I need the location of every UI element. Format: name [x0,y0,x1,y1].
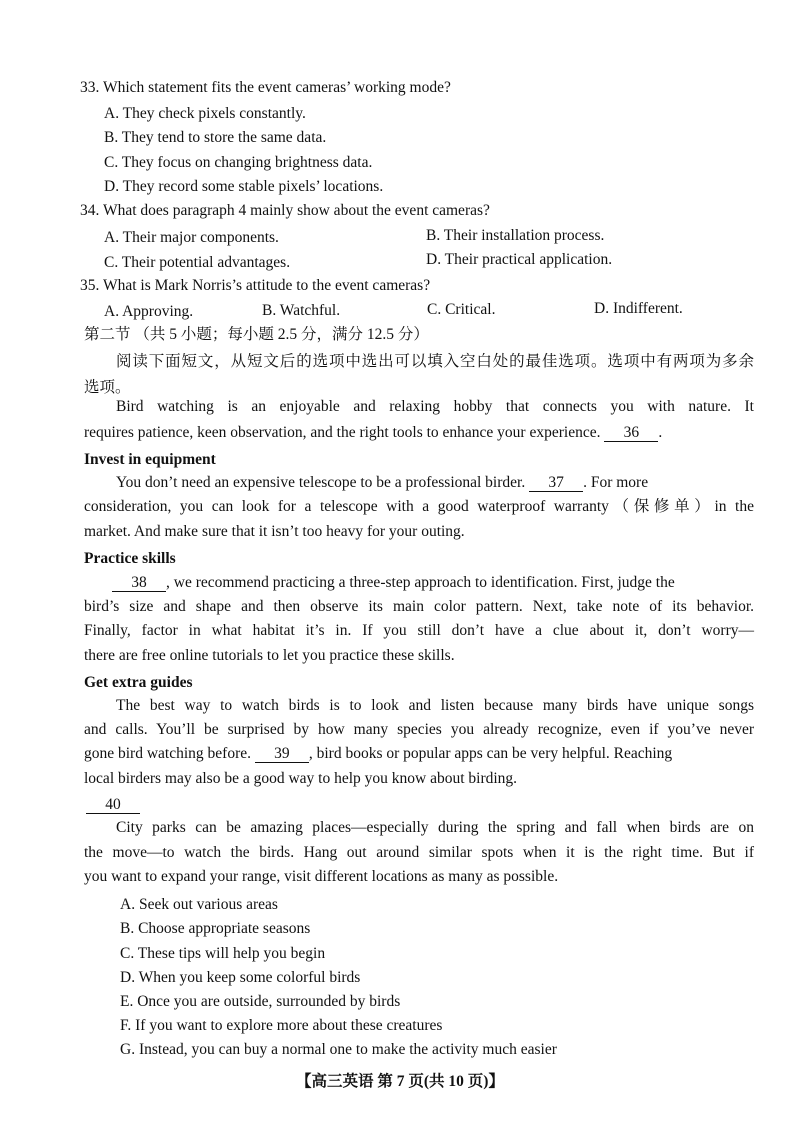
paragraph-1-text-end: . For more [583,474,649,491]
paragraph-3-line2: and calls. You’ll be surprised by how many species you already recognize, even if you’ve never [84,721,754,738]
paragraph-2-text: , we recommend practicing a three-step approach to identification. First, judge the [166,574,675,591]
paragraph-1-line3: market. And make sure that it isn’t too heavy for your outing. [84,523,465,540]
paragraph-1-line2: consideration, you can look for a telescope with a good waterproof warranty（保修单）in the [84,498,754,515]
blank-36: 36 [604,424,658,442]
section-2-instruction-line2: 选项。 [84,379,131,396]
choice-c: C. These tips will help you begin [120,945,326,962]
paragraph-4-line3: you want to expand your range, visit different locations as many as possible. [84,868,559,885]
passage-intro-end: . [658,424,663,441]
section-2-title: 第二节 （共 5 小题；每小题 2.5 分，满分 12.5 分） [84,326,429,343]
passage-intro-text: requires patience, keen observation, and the right tools to enhance your experience. [84,424,601,441]
question-33-option-a: A. They check pixels constantly. [104,105,306,122]
paragraph-4-line1: City parks can be amazing places—especially during the spring and fall when birds are on [116,819,754,836]
paragraph-2-line3: Finally, factor in what habitat it’s in. If you still don’t have a clue about it, don’t worry— [84,622,754,639]
heading-invest-in-equipment: Invest in equipment [84,451,216,468]
choice-d: D. When you keep some colorful birds [120,969,361,986]
heading-practice-skills: Practice skills [84,550,176,567]
question-35-option-a: A. Approving. [104,303,194,320]
question-34-option-b: B. Their installation process. [426,227,605,244]
passage-intro-line2 [84,423,662,443]
blank-40-heading [86,795,140,815]
choice-g: G. Instead, you can buy a normal one to make the activity much easier [120,1041,557,1058]
paragraph-3-line3 [84,744,672,764]
paragraph-2-line4: there are free online tutorials to let you practice these skills. [84,647,455,664]
question-35-option-b: B. Watchful. [262,302,341,319]
paragraph-3-line1: The best way to watch birds is to look and listen because many birds have unique songs [116,697,754,714]
blank-39: 39 [255,745,309,763]
question-35-option-d: D. Indifferent. [594,300,683,317]
paragraph-1-text: You don’t need an expensive telescope to be a professional birder. [116,474,526,491]
choice-f: F. If you want to explore more about these creatures [120,1017,443,1034]
question-33-stem: 33. Which statement fits the event cameras’ working mode? [80,79,451,96]
blank-40: 40 [86,796,140,814]
choice-b: B. Choose appropriate seasons [120,920,311,937]
blank-38: 38 [112,574,166,592]
choice-a: A. Seek out various areas [120,896,278,913]
question-33-option-b: B. They tend to store the same data. [104,129,327,146]
question-34-option-d: D. Their practical application. [426,251,613,268]
question-33-option-d: D. They record some stable pixels’ locations. [104,178,384,195]
page-footer: 【高三英语 第 7 页(共 10 页)】 [296,1073,504,1090]
paragraph-3-text: gone bird watching before. [84,745,251,762]
question-34-stem: 34. What does paragraph 4 mainly show about the event cameras? [80,202,490,219]
question-34-option-a: A. Their major components. [104,229,279,246]
question-35-stem: 35. What is Mark Norris’s attitude to the event cameras? [80,277,431,294]
question-35-option-c: C. Critical. [427,301,496,318]
paragraph-3-text-end: , bird books or popular apps can be very helpful. Reaching [308,745,673,762]
question-33-option-c: C. They focus on changing brightness data. [104,154,373,171]
paragraph-1-line1 [116,473,648,493]
paragraph-2-line2: bird’s size and shape and then observe its main color pattern. Next, take note of its behavior. [84,598,754,615]
paragraph-3-line4: local birders may also be a good way to help you know about birding. [84,770,518,787]
paragraph-2-line1 [112,573,675,593]
paragraph-4-line2: the move—to watch the birds. Hang out around similar spots when it is the right time. But if [84,844,754,861]
passage-intro-line1: Bird watching is an enjoyable and relaxing hobby that connects you with nature. It [116,398,754,415]
choice-e: E. Once you are outside, surrounded by birds [120,993,401,1010]
section-2-instruction-line1: 阅读下面短文，从短文后的选项中选出可以填入空白处的最佳选项。选项中有两项为多余 [116,353,754,370]
heading-get-extra-guides: Get extra guides [84,674,193,691]
blank-37: 37 [529,474,583,492]
question-34-option-c: C. Their potential advantages. [104,254,291,271]
